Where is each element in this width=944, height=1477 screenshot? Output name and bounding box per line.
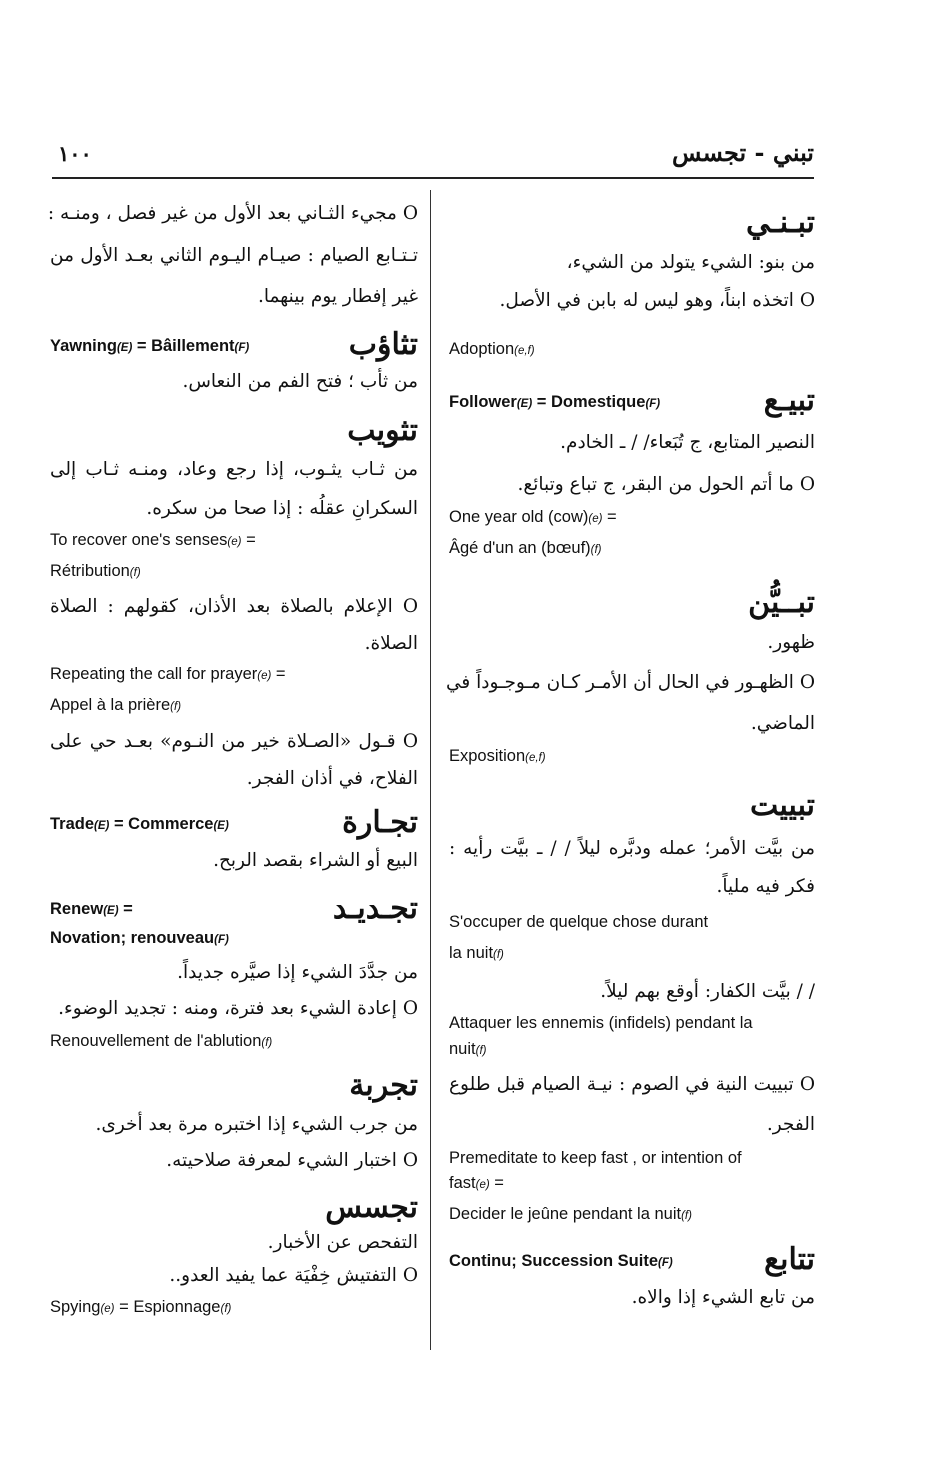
headword: تتابع	[764, 1242, 815, 1277]
translation-line	[50, 562, 141, 581]
translation-text: =	[271, 665, 286, 683]
translation-text: Appel à la prière	[50, 696, 171, 714]
translation-line	[449, 1174, 504, 1193]
translation-text: Attaquer les ennemis (infidels) pendant la	[449, 1014, 753, 1032]
column-divider	[430, 190, 431, 1350]
running-head: تبني - تجسس	[671, 138, 814, 167]
language-tag: (e,f)	[525, 752, 546, 764]
translation-line	[449, 913, 708, 932]
translation-text: Adoption	[449, 340, 515, 358]
arabic-definition-line: O قـول «الصـلاة خير من النـوم» بعـد حي على	[50, 731, 418, 752]
language-tag: (f)	[493, 949, 504, 961]
translation-text: =	[602, 508, 617, 526]
language-tag: (F)	[658, 1257, 673, 1269]
language-tag: (f)	[475, 1045, 487, 1057]
translation-heading	[50, 815, 229, 834]
arabic-definition-line: من جدَّدَ الشيء إذا صيَّره جديداً.	[177, 962, 418, 983]
arabic-definition-line: النصير المتابع، ج تُبَعاء/ / ـ الخادم.	[560, 432, 815, 453]
arabic-definition-line: O اتخذه ابناً، وهو ليس له بابن في الأصل.	[499, 290, 815, 311]
arabic-definition-line: الفلاح، في أذان الفجر.	[246, 768, 418, 789]
translation-text: Repeating the call for prayer	[50, 665, 258, 683]
language-tag: (f)	[129, 567, 141, 579]
arabic-definition-line: O التفتيش خِفْيَة عما يفيد العدو..	[169, 1265, 418, 1286]
language-tag: (e,f)	[514, 345, 535, 357]
translation-line	[449, 1040, 486, 1059]
translation-text: Premeditate to keep fast , or intention of	[449, 1149, 742, 1167]
arabic-definition-line: O إعادة الشيء بعد فترة، ومنه : تجديد الوضوء.	[58, 998, 418, 1019]
arabic-definition-line: O الإعلام بالصلاة بعد الأذان، كقولهم : الصلاة	[50, 596, 418, 617]
translation-text: Continu; Succession Suite	[449, 1252, 659, 1270]
language-tag: (F)	[234, 342, 250, 354]
headword: تجـديـد	[332, 891, 418, 926]
arabic-definition-line: من جرب الشيء إذا اختبره مرة بعد أخرى.	[95, 1114, 418, 1135]
headword: تبـنـي	[745, 205, 815, 240]
translation-text: Decider le jeûne pendant la nuit	[449, 1205, 682, 1223]
translation-line	[449, 747, 546, 766]
headword: تثاؤب	[348, 327, 418, 362]
arabic-definition-line: O الظهـور في الحال أن الأمـر كـان مـوجـوداً في	[445, 672, 815, 693]
arabic-definition-line: / / بيَّت الكفار: أوقع بهم ليلاً.	[600, 981, 815, 1002]
translation-text: Follower	[449, 393, 517, 411]
translation-text: Exposition	[449, 747, 526, 765]
translation-line	[50, 1298, 231, 1317]
translation-line	[50, 696, 181, 715]
language-tag: (e)	[227, 536, 242, 548]
arabic-definition-line: الفجر.	[766, 1114, 815, 1135]
translation-text: Novation; renouveau	[50, 929, 215, 947]
arabic-definition-line: من بيَّت الأمر؛ عمله ودبَّره ليلاً / / ـ بيَّت رأيه :	[449, 838, 815, 859]
translation-line	[449, 508, 617, 527]
translation-text: Rétribution	[50, 562, 130, 580]
arabic-definition-line: من تابع الشيء إذا والاه.	[631, 1287, 815, 1308]
headword: تجسس	[325, 1190, 418, 1225]
arabic-definition-line: من ثأب ؛ فتح الفم من النعاس.	[182, 371, 418, 392]
arabic-definition-line: من بنو: الشيء يتولد من الشيء،	[566, 252, 815, 273]
language-tag: (E)	[213, 820, 229, 832]
arabic-definition-line: O مجيء الثـاني بعد الأول من غير فصل ، ومنـه :	[47, 203, 418, 224]
page-number: ١٠٠	[58, 141, 92, 166]
header-rule	[52, 177, 814, 179]
language-tag: (e)	[257, 670, 272, 682]
translation-text: fast	[449, 1174, 476, 1192]
translation-heading	[50, 929, 229, 948]
translation-text: Renouvellement de l'ablution	[50, 1032, 262, 1050]
translation-text: S'occuper de quelque chose durant	[449, 913, 709, 931]
translation-line	[449, 340, 535, 359]
language-tag: (E)	[94, 820, 110, 832]
language-tag: (E)	[516, 398, 533, 410]
translation-line	[50, 665, 286, 684]
arabic-definition-line: ظهور.	[767, 632, 815, 653]
language-tag: (F)	[214, 934, 229, 946]
translation-text: nuit	[449, 1040, 476, 1058]
translation-text: To recover one's senses	[50, 531, 228, 549]
headword: تبييت	[750, 788, 815, 823]
translation-text: One year old (cow)	[449, 508, 589, 526]
translation-text: = Commerce	[109, 815, 214, 833]
translation-text: la nuit	[449, 944, 494, 962]
translation-text: =	[241, 531, 256, 549]
translation-line	[449, 1149, 742, 1168]
language-tag: (e)	[588, 513, 603, 525]
arabic-definition-line: من ثـاب يثـوب، إذا رجع وعاد، ومنـه ثـاب إلى	[50, 459, 418, 480]
translation-line	[449, 1205, 692, 1224]
translation-text: =	[489, 1174, 504, 1192]
arabic-definition-line: O ما أتم الحول من البقر، ج تباع وتبائع.	[517, 474, 815, 495]
headword: تجربة	[349, 1068, 418, 1103]
headword: تثويب	[347, 413, 418, 448]
language-tag: (f)	[261, 1037, 273, 1049]
arabic-definition-line: O اختبار الشيء لمعرفة صلاحيته.	[166, 1150, 418, 1171]
translation-text: Trade	[50, 815, 95, 833]
translation-text: Yawning	[50, 337, 117, 355]
translation-heading	[50, 900, 133, 919]
translation-text: = Domestique	[532, 393, 646, 411]
language-tag: (e)	[100, 1303, 115, 1315]
translation-text: = Bâillement	[132, 337, 235, 355]
language-tag: (E)	[103, 905, 119, 917]
arabic-definition-line: البيع أو الشراء بقصد الربح.	[213, 850, 418, 871]
language-tag: (E)	[116, 342, 133, 354]
language-tag: (e)	[475, 1179, 490, 1191]
translation-line	[449, 539, 602, 558]
headword: تبــيُّن	[748, 585, 815, 620]
arabic-definition-line: تـتـابع الصيام : صيـام اليـوم الثاني بعـد الأول من	[50, 245, 418, 266]
translation-line	[50, 1032, 272, 1051]
arabic-definition-line: الصلاة.	[364, 633, 418, 654]
language-tag: (f)	[590, 544, 602, 556]
translation-line	[50, 531, 256, 550]
arabic-definition-line: الماضي.	[750, 713, 815, 734]
translation-line	[449, 944, 504, 963]
headword: تبيـع	[763, 383, 815, 418]
arabic-definition-line: السكرانِ عقلُه : إذا صحا من سكره.	[146, 498, 418, 519]
language-tag: (f)	[170, 701, 182, 713]
translation-text: =	[118, 900, 133, 918]
arabic-definition-line: فكر فيه ملياً.	[716, 876, 815, 897]
arabic-definition-line: O تبييت النية في الصوم : نيـة الصيام قبل طلوع	[449, 1074, 815, 1095]
translation-heading	[50, 337, 249, 356]
language-tag: (F)	[645, 398, 661, 410]
translation-heading	[449, 393, 660, 412]
arabic-definition-line: غير إفطار يوم بينهما.	[257, 286, 418, 307]
translation-line	[449, 1014, 753, 1033]
translation-text: Renew	[50, 900, 104, 918]
arabic-definition-line: التفحص عن الأخبار.	[267, 1232, 418, 1253]
translation-text: Spying	[50, 1298, 101, 1316]
language-tag: (f)	[681, 1210, 692, 1222]
translation-heading	[449, 1252, 673, 1271]
translation-text: Âgé d'un an (bœuf)	[449, 539, 591, 557]
headword: تجـارة	[342, 805, 418, 840]
language-tag: (f)	[220, 1303, 232, 1315]
translation-text: = Espionnage	[114, 1298, 221, 1316]
